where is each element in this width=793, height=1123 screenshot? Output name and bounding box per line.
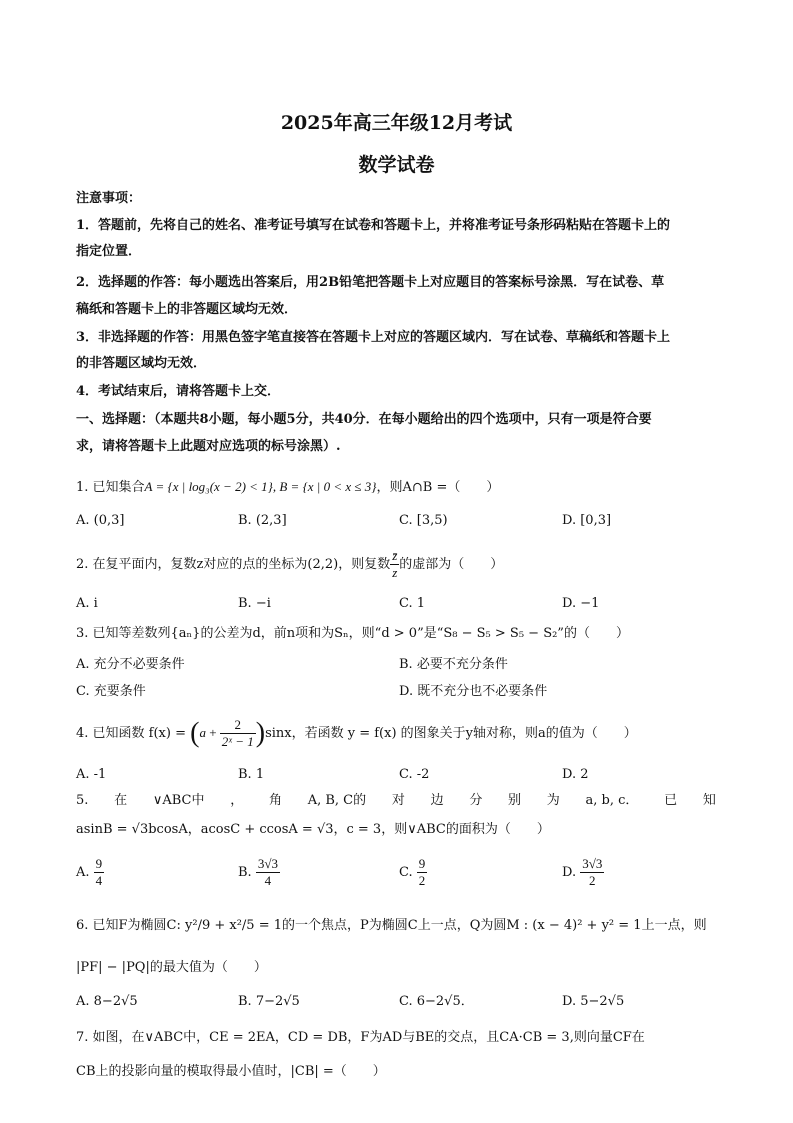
notice-line: 4．考试结束后，请将答题卡上交． <box>76 384 281 399</box>
q2-pre: 2. 在复平面内，复数z对应的点的坐标为(2,2)，则复数 <box>76 557 391 572</box>
q5-option-fraction <box>417 856 428 889</box>
q5-word: 5. <box>76 793 89 808</box>
exam-title: 2025年高三年级12月考试 <box>280 112 513 134</box>
q5-word: a, b, c． <box>585 793 639 808</box>
q5-option-label: A. <box>76 865 90 880</box>
question-1 <box>76 477 716 498</box>
q2-frac-num: z̄ <box>392 548 398 563</box>
q5-frac-den: 2 <box>418 873 426 888</box>
q4-frac-den: 2ˣ − 1 <box>221 734 254 749</box>
q5-word: A, B, C的 <box>307 793 367 808</box>
q6-option-a: A. 8−2√5 <box>76 994 138 1009</box>
question-6-line-1: 6. 已知F为椭圆C: y²/9 + x²/5 = 1的一个焦点，P为椭圆C上一点，Q为圆M : (x − 4)² + y² = 1上一点，则 <box>76 918 707 933</box>
notice-line: 指定位置． <box>76 244 142 259</box>
q2-option-a: A. i <box>76 596 98 611</box>
q2-option-d: D. −1 <box>562 596 600 611</box>
q4-close-paren: ) <box>255 717 266 749</box>
q5-word: 为 <box>546 793 560 808</box>
q4-a-var: a <box>199 725 206 740</box>
question-6-line-2: |PF| − |PQ|的最大值为（ ） <box>76 960 267 975</box>
q5-option-d <box>562 856 604 889</box>
q4-plus: + <box>205 725 220 740</box>
q5-frac-num: 9 <box>95 856 103 871</box>
q5-word: ， <box>230 793 244 808</box>
q5-word: 已 <box>664 793 678 808</box>
q6-option-b: B. 7−2√5 <box>238 994 300 1009</box>
question-5-line-2: asinB = √3bcosA，acosC + ccosA = √3，c = 3，则∨ABC的面积为（ ） <box>76 822 550 837</box>
question-3: 3. 已知等差数列{aₙ}的公差为d，前n项和为Sₙ，则“d > 0”是“S₈ − S₅ > S₅ − S₂”的（ ） <box>76 626 629 641</box>
q2-post: 的虚部为（ ） <box>399 557 504 572</box>
q4-pre: 4. 已知函数 f(x) = <box>76 726 186 741</box>
q5-option-label: B. <box>238 865 252 880</box>
question-7-line-1: 7. 如图，在∨ABC中，CE = 2EA，CD = DB，F为AD与BE的交点，且CA·CB = 3,则向量CF在 <box>76 1030 645 1045</box>
q2-frac-den: z <box>392 565 398 580</box>
q3-option-d: D. 既不充分也不必要条件 <box>399 684 548 699</box>
q4-post: sinx，若函数 y = f(x) 的图象关于y轴对称，则a的值为（ ） <box>265 726 637 741</box>
q1-option-a: A. (0,3] <box>76 513 125 528</box>
q1-option-b: B. (2,3] <box>238 513 287 528</box>
q3-option-b: B. 必要不充分条件 <box>399 657 508 672</box>
q5-frac-den: 4 <box>264 873 272 888</box>
q5-word: 知 <box>702 793 716 808</box>
notice-heading: 注意事项： <box>76 191 142 206</box>
notice-line: 的非答题区域均无效． <box>76 356 207 371</box>
question-4 <box>76 713 716 754</box>
exam-subtitle: 数学试卷 <box>358 154 435 176</box>
q5-option-label: D. <box>562 865 577 880</box>
q5-word: 别 <box>508 793 522 808</box>
q5-word: 角 <box>268 793 282 808</box>
q5-frac-den: 4 <box>95 873 103 888</box>
q6-option-c: C. 6−2√5． <box>399 994 474 1009</box>
q5-option-c <box>399 856 427 889</box>
q4-option-a: A. -1 <box>76 767 107 782</box>
question-5-line-1 <box>76 791 716 811</box>
q5-word: 对 <box>391 793 405 808</box>
q5-option-b <box>238 856 280 889</box>
q5-frac-num: 3√3 <box>582 856 603 871</box>
q5-word: ∨ABC中 <box>152 793 205 808</box>
q5-option-fraction <box>94 856 105 889</box>
q5-word: 分 <box>469 793 483 808</box>
question-7-line-2: CB上的投影向量的模取得最小值时，|CB| =（ ） <box>76 1064 386 1079</box>
q4-open-paren: ( <box>190 717 200 749</box>
q4-fraction <box>220 717 256 750</box>
notice-line: 稿纸和答题卡上的非答题区域均无效． <box>76 302 298 317</box>
q2-option-c: C. 1 <box>399 596 426 611</box>
notice-line: 3．非选择题的作答：用黑色签字笔直接答在答题卡上对应的答题区域内．写在试卷、草稿纸和答题卡上 <box>76 330 671 345</box>
q3-option-a: A. 充分不必要条件 <box>76 657 185 672</box>
q4-frac-num: 2 <box>220 717 256 734</box>
q5-option-fraction <box>580 856 604 889</box>
q5-option-label: C. <box>399 865 413 880</box>
q4-option-b: B. 1 <box>238 767 265 782</box>
question-2 <box>76 547 716 583</box>
q5-frac-den: 2 <box>589 873 596 888</box>
q5-word: 在 <box>114 793 128 808</box>
q5-option-fraction <box>256 856 280 889</box>
q4-option-c: C. -2 <box>399 767 430 782</box>
notice-line: 1．答题前，先将自己的姓名、准考证号填写在试卷和答题卡上，并将准考证号条形码粘贴在答题卡上的 <box>76 218 671 233</box>
q5-word: 边 <box>430 793 444 808</box>
q1-math: A = {x | log₃(x − 2) < 1}, B = {x | 0 < x ≤ 3} <box>144 479 377 494</box>
q5-option-a <box>76 856 104 889</box>
q6-option-d: D. 5−2√5 <box>562 994 625 1009</box>
q1-post: ，则A∩B =（ ） <box>376 480 500 495</box>
q5-frac-num: 9 <box>418 856 426 871</box>
q3-option-c: C. 充要条件 <box>76 684 146 699</box>
q4-option-d: D. 2 <box>562 767 589 782</box>
q2-option-b: B. −i <box>238 596 271 611</box>
q1-pre: 1. 已知集合 <box>76 480 145 495</box>
q1-option-d: D. [0,3] <box>562 513 612 528</box>
q1-option-c: C. [3,5) <box>399 513 448 528</box>
q2-fraction <box>390 548 399 581</box>
q5-frac-num: 3√3 <box>257 856 278 871</box>
section-heading-cont: 求，请将答题卡上此题对应选项的标号涂黑）. <box>76 439 341 454</box>
section-heading: 一、选择题：（本题共8小题，每小题5分，共40分．在每小题给出的四个选项中，只有一项是符合要 <box>76 412 652 427</box>
notice-line: 2．选择题的作答：每小题选出答案后，用2B铅笔把答题卡上对应题目的答案标号涂黑．写在试卷、草 <box>76 275 665 290</box>
